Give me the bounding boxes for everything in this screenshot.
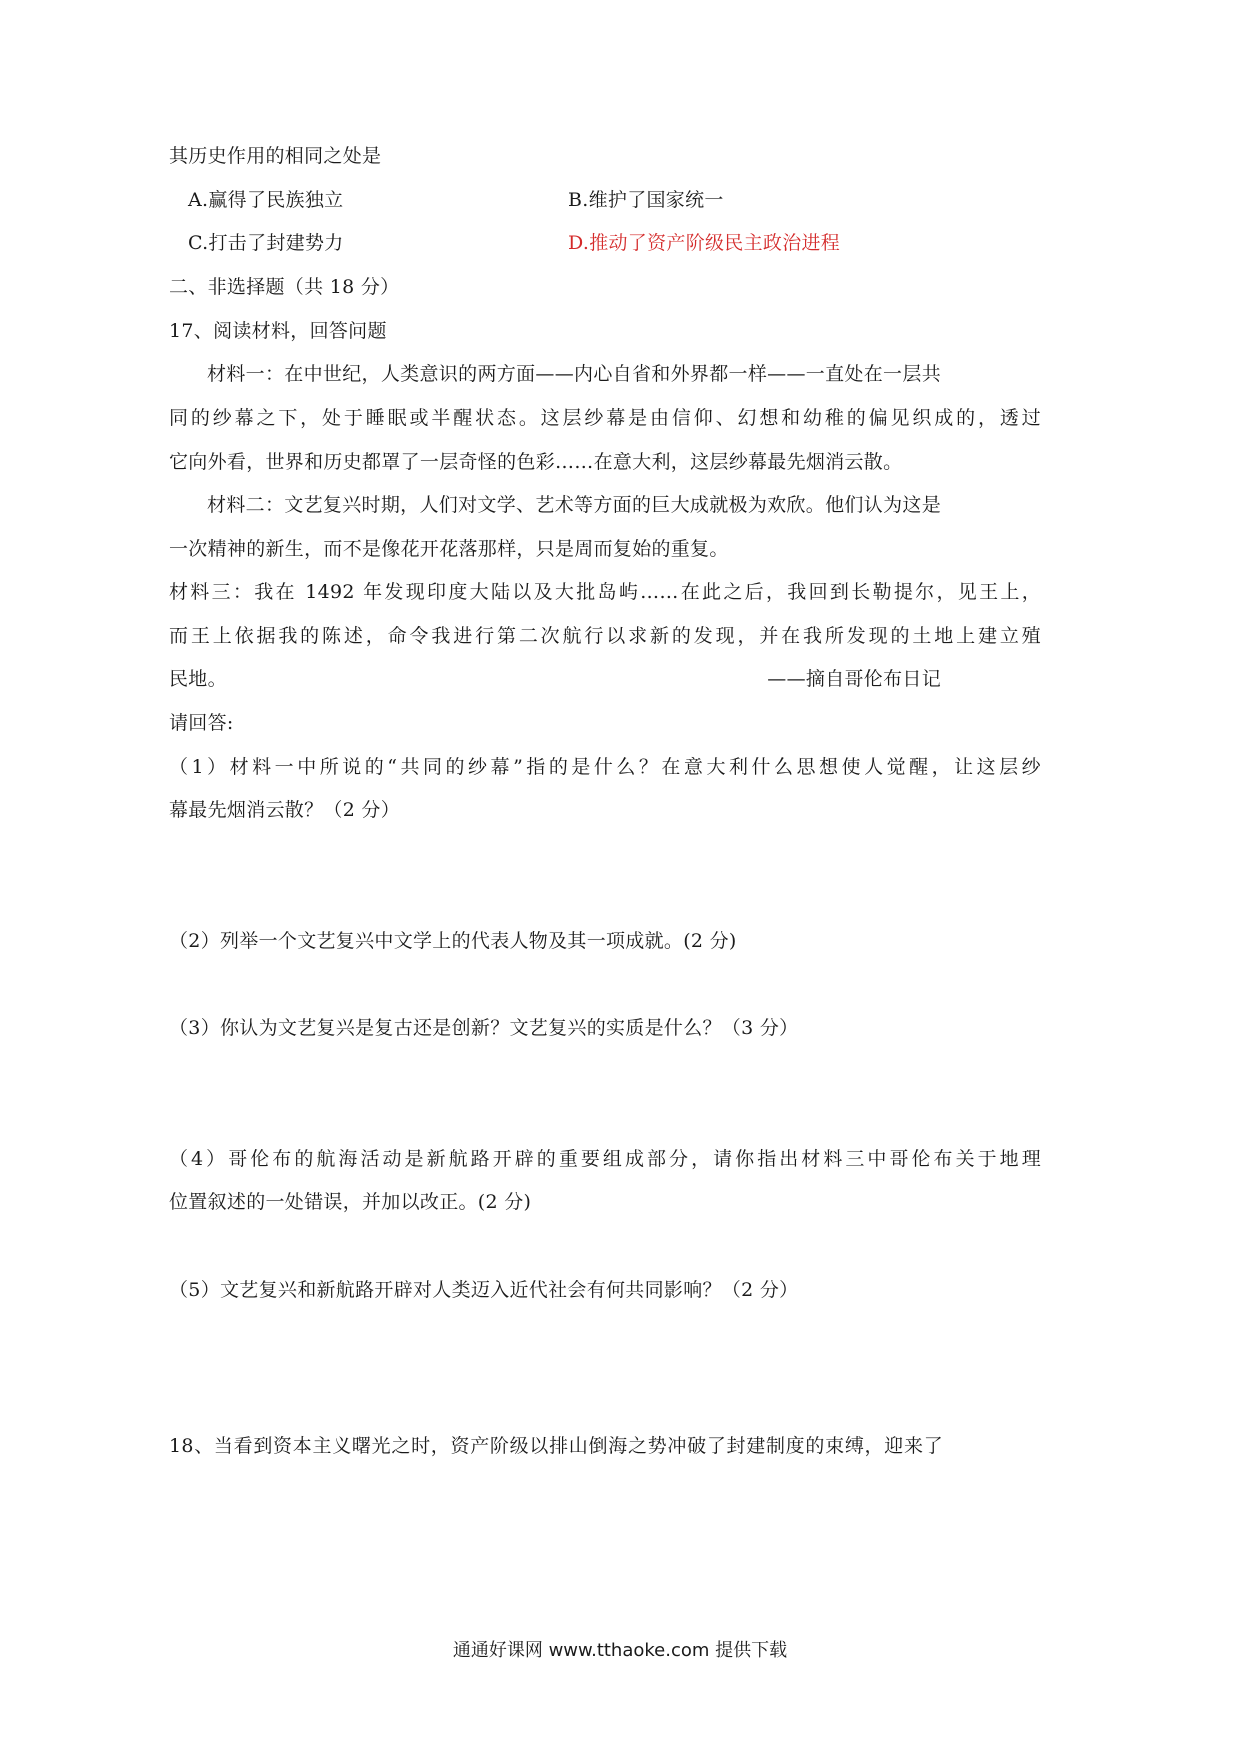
question-line: 幕最先烟消云散？（2 分） <box>169 799 401 821</box>
paragraph-line: 而王上依据我的陈述，命令我进行第二次航行以求新的发现，并在我所发现的土地上建立殖 <box>169 625 1041 647</box>
question-line: 位置叙述的一处错误，并加以改正。(2 分) <box>169 1191 532 1213</box>
q16-option-a: A.赢得了民族独立 <box>188 189 344 211</box>
q16-option-d-answer: D.推动了资产阶级民主政治进程 <box>568 232 841 254</box>
q16-stem-end: 其历史作用的相同之处是 <box>169 145 382 167</box>
paragraph-line: 材料三：我在 1492 年发现印度大陆以及大批岛屿……在此之后，我回到长勒提尔，见王上， <box>169 581 1041 603</box>
q18-stem: 18、当看到资本主义曙光之时，资产阶级以排山倒海之势冲破了封建制度的束缚，迎来了 <box>169 1435 943 1457</box>
answer-prompt: 请回答: <box>169 712 234 734</box>
page-footer: 通通好课网 www.tthaoke.com 提供下载 <box>452 1640 788 1661</box>
paragraph-line: 一次精神的新生，而不是像花开花落那样，只是周而复始的重复。 <box>169 538 729 560</box>
q16-option-b: B.维护了国家统一 <box>568 189 724 211</box>
q17-sub5: （5）文艺复兴和新航路开辟对人类迈入近代社会有何共同影响？（2 分） <box>169 1279 799 1301</box>
q17-sub3: （3）你认为文艺复兴是复古还是创新？文艺复兴的实质是什么？（3 分） <box>169 1017 799 1039</box>
question-line: （1）材料一中所说的“共同的纱幕”指的是什么？在意大利什么思想使人觉醒，让这层纱 <box>169 756 1041 778</box>
paragraph-line: 材料一：在中世纪，人类意识的两方面——内心自省和外界都一样——一直处在一层共 <box>207 363 941 385</box>
q17-title: 17、阅读材料，回答问题 <box>169 320 387 342</box>
q16-option-c: C.打击了封建势力 <box>188 232 344 254</box>
paragraph-line: 民地。 <box>169 668 227 690</box>
section2-title: 二、非选择题（共 18 分） <box>169 276 400 298</box>
paragraph-line: 它向外看，世界和历史都罩了一层奇怪的色彩……在意大利，这层纱幕最先烟消云散。 <box>169 451 903 473</box>
paragraph-line: 材料二：文艺复兴时期，人们对文学、艺术等方面的巨大成就极为欢欣。他们认为这是 <box>207 494 941 516</box>
paragraph-line: 同的纱幕之下，处于睡眠或半醒状态。这层纱幕是由信仰、幻想和幼稚的偏见织成的，透过 <box>169 407 1041 429</box>
question-line: （4）哥伦布的航海活动是新航路开辟的重要组成部分，请你指出材料三中哥伦布关于地理 <box>169 1148 1041 1170</box>
material3-source: ——摘自哥伦布日记 <box>767 668 941 690</box>
q17-sub2: （2）列举一个文艺复兴中文学上的代表人物及其一项成就。(2 分) <box>169 930 737 952</box>
